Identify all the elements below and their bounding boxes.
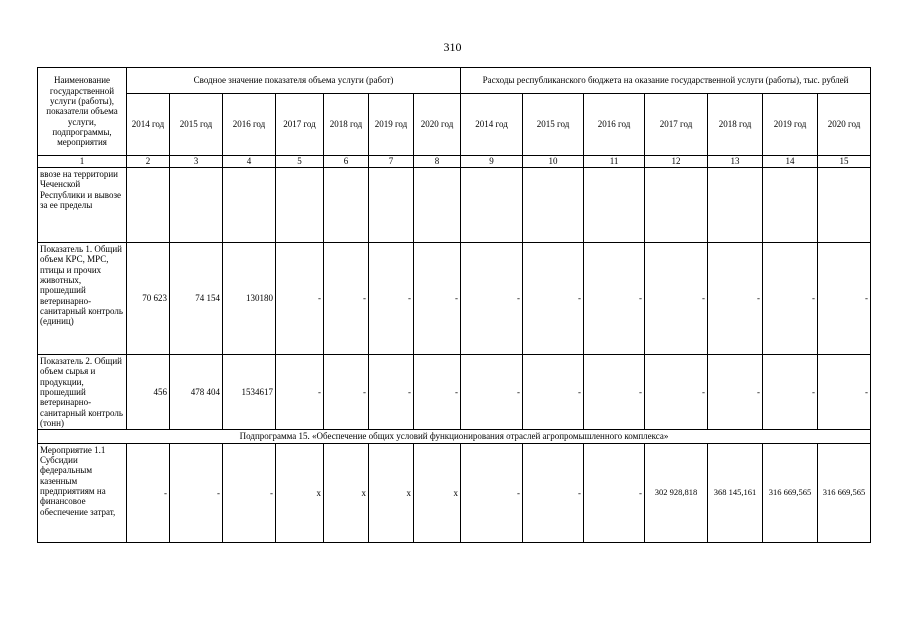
measure-cell: - bbox=[584, 443, 645, 542]
measure-cell: x bbox=[369, 443, 414, 542]
budget-table bbox=[37, 67, 871, 543]
table-cell: - bbox=[523, 355, 584, 430]
table-cell bbox=[461, 168, 523, 243]
table-cell bbox=[324, 168, 369, 243]
table-cell: - bbox=[324, 355, 369, 430]
measure-cell: - bbox=[523, 443, 584, 542]
table-cell bbox=[369, 168, 414, 243]
table-cell: 70 623 bbox=[127, 243, 170, 355]
table-cell bbox=[414, 168, 461, 243]
table-cell bbox=[170, 168, 223, 243]
subprogram-row bbox=[38, 430, 871, 443]
table-cell: 1534617 bbox=[223, 355, 276, 430]
table-cell: - bbox=[461, 243, 523, 355]
column-number: 10 bbox=[523, 156, 584, 168]
table-cell: - bbox=[369, 243, 414, 355]
year-header: 2016 год bbox=[584, 94, 645, 156]
year-header: 2019 год bbox=[369, 94, 414, 156]
column-number: 9 bbox=[461, 156, 523, 168]
column-number: 13 bbox=[708, 156, 763, 168]
column-number: 5 bbox=[276, 156, 324, 168]
column-number: 2 bbox=[127, 156, 170, 168]
table-cell: - bbox=[645, 243, 708, 355]
table-cell bbox=[127, 168, 170, 243]
measure-cell: 316 669,565 bbox=[763, 443, 818, 542]
table-cell: - bbox=[763, 355, 818, 430]
year-header: 2018 год bbox=[708, 94, 763, 156]
year-header: 2017 год bbox=[276, 94, 324, 156]
header-row-column-numbers bbox=[38, 156, 871, 168]
table-cell: - bbox=[645, 355, 708, 430]
table-cell: - bbox=[324, 243, 369, 355]
year-header: 2019 год bbox=[763, 94, 818, 156]
table-cell: - bbox=[708, 243, 763, 355]
table-cell: - bbox=[414, 355, 461, 430]
table-cell: - bbox=[584, 355, 645, 430]
column-number: 4 bbox=[223, 156, 276, 168]
column-number: 14 bbox=[763, 156, 818, 168]
table-cell bbox=[523, 168, 584, 243]
table-cell bbox=[763, 168, 818, 243]
column-number: 11 bbox=[584, 156, 645, 168]
column-number: 8 bbox=[414, 156, 461, 168]
expense-group-header: Расходы республиканского бюджета на оказание государственной услуги (работы), тыс. рублей bbox=[461, 68, 871, 94]
table-row bbox=[38, 355, 871, 430]
table-cell bbox=[818, 168, 871, 243]
page-number: 310 bbox=[443, 40, 462, 54]
table-cell: - bbox=[276, 355, 324, 430]
table-cell: - bbox=[461, 355, 523, 430]
table-cell: 74 154 bbox=[170, 243, 223, 355]
table-row bbox=[38, 243, 871, 355]
table-cell bbox=[645, 168, 708, 243]
table-cell: - bbox=[414, 243, 461, 355]
column-number: 15 bbox=[818, 156, 871, 168]
table-cell: - bbox=[523, 243, 584, 355]
year-header: 2016 год bbox=[223, 94, 276, 156]
table-row bbox=[38, 168, 871, 243]
measure-cell: - bbox=[461, 443, 523, 542]
table-cell: 456 bbox=[127, 355, 170, 430]
table-cell: - bbox=[584, 243, 645, 355]
year-header: 2018 год bbox=[324, 94, 369, 156]
column-number: 6 bbox=[324, 156, 369, 168]
table-cell: - bbox=[818, 243, 871, 355]
column-number: 12 bbox=[645, 156, 708, 168]
measure-cell: - bbox=[223, 443, 276, 542]
header-row-years bbox=[38, 94, 871, 156]
year-header: 2017 год bbox=[645, 94, 708, 156]
measure-cell: 302 928,818 bbox=[645, 443, 708, 542]
table-cell: 130180 bbox=[223, 243, 276, 355]
column-number: 7 bbox=[369, 156, 414, 168]
subprogram-title: Подпрограмма 15. «Обеспечение общих условий функционирования отраслей агропромышленного комплекса» bbox=[38, 430, 871, 443]
row-label: Показатель 2. Общий объем сырья и продукции, прошедший ветеринарно-санитарный контроль (тонн) bbox=[38, 355, 127, 430]
measure-cell: x bbox=[414, 443, 461, 542]
table-cell bbox=[584, 168, 645, 243]
header-row-groups bbox=[38, 68, 871, 94]
table-cell: - bbox=[763, 243, 818, 355]
year-header: 2020 год bbox=[818, 94, 871, 156]
year-header: 2014 год bbox=[461, 94, 523, 156]
measure-cell: - bbox=[127, 443, 170, 542]
row-label: ввозе на территории Чеченской Республики и вывозе за ее пределы bbox=[38, 168, 127, 243]
name-column-header: Наименование государственной услуги (работы), показатели объема услуги, подпрограммы, мероприятия bbox=[38, 68, 127, 156]
table-cell: 478 404 bbox=[170, 355, 223, 430]
measure-cell: x bbox=[324, 443, 369, 542]
table-cell: - bbox=[276, 243, 324, 355]
table-cell bbox=[276, 168, 324, 243]
table-cell: - bbox=[818, 355, 871, 430]
measure-row bbox=[38, 443, 871, 542]
measure-cell: x bbox=[276, 443, 324, 542]
measure-cell: 368 145,161 bbox=[708, 443, 763, 542]
year-header: 2015 год bbox=[523, 94, 584, 156]
year-header: 2020 год bbox=[414, 94, 461, 156]
year-header: 2015 год bbox=[170, 94, 223, 156]
table-cell bbox=[708, 168, 763, 243]
volume-group-header: Сводное значение показателя объема услуги (работ) bbox=[127, 68, 461, 94]
table-cell: - bbox=[369, 355, 414, 430]
column-number: 1 bbox=[38, 156, 127, 168]
measure-cell: - bbox=[170, 443, 223, 542]
year-header: 2014 год bbox=[127, 94, 170, 156]
column-number: 3 bbox=[170, 156, 223, 168]
measure-label: Мероприятие 1.1 Субсидии федеральным казенным предприятиям на финансовое обеспечение затрат, bbox=[38, 443, 127, 542]
measure-cell: 316 669,565 bbox=[818, 443, 871, 542]
table-cell bbox=[223, 168, 276, 243]
row-label: Показатель 1. Общий объем КРС, МРС, птицы и прочих животных, прошедший ветеринарно-санитарный контроль (единиц) bbox=[38, 243, 127, 355]
table-cell: - bbox=[708, 355, 763, 430]
